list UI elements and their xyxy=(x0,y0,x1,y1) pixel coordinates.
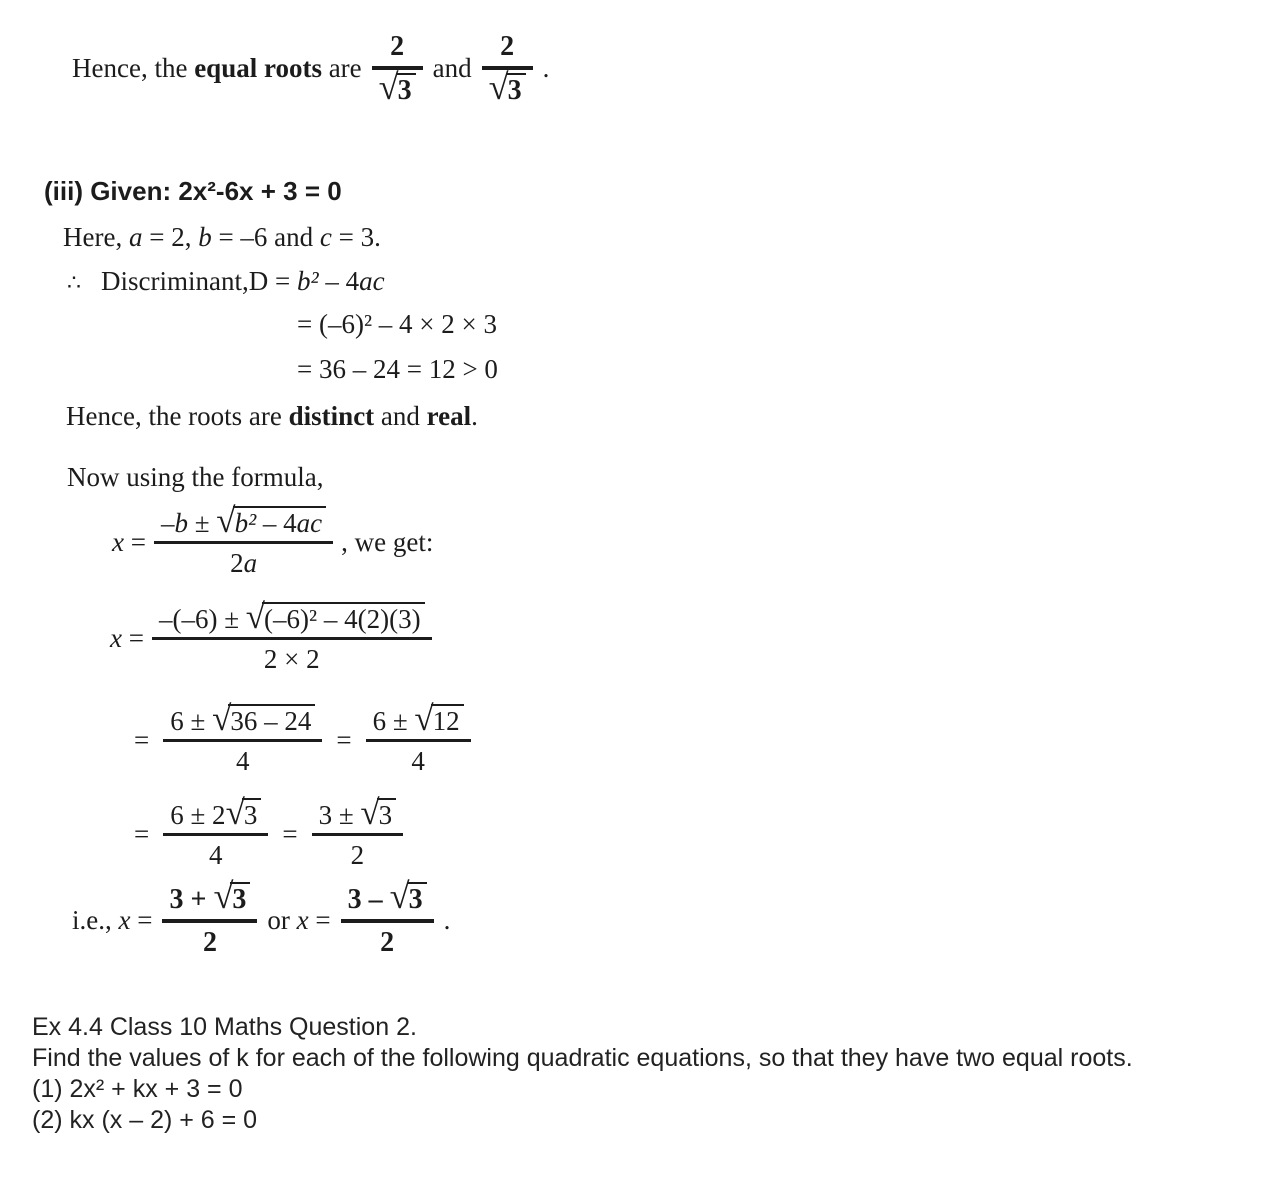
fraction-bar xyxy=(163,739,322,742)
fraction-bar xyxy=(162,919,257,923)
fraction-bar xyxy=(366,739,471,742)
roots-nature-line xyxy=(66,401,478,432)
var-x: x xyxy=(296,905,309,936)
radicand: (–6)² – 4(2)(3) xyxy=(262,602,425,635)
question-part-1: (1) 2x² + kx + 3 = 0 xyxy=(32,1075,243,1103)
text-run-bold: real xyxy=(426,401,472,431)
radical-icon: √ xyxy=(378,66,398,107)
equals-sign: = xyxy=(308,905,331,936)
text-run: = 2, xyxy=(142,222,199,252)
radical-icon: √ xyxy=(212,699,231,738)
equals-sign: = xyxy=(130,905,153,936)
numerator xyxy=(163,699,322,738)
text-run: – 4 xyxy=(256,508,297,538)
simplify-line-2 xyxy=(134,793,403,872)
radicand: 3 xyxy=(377,798,397,831)
denominator xyxy=(482,66,533,108)
equals-sign: = xyxy=(282,819,298,850)
b-squared: b² xyxy=(234,508,257,538)
square-root xyxy=(389,876,427,916)
therefore-icon: ∴ xyxy=(67,270,81,295)
var-b: b xyxy=(174,508,188,538)
var-a: a xyxy=(128,222,143,252)
radicand: 36 – 24 xyxy=(228,704,315,737)
text-run: 3 + xyxy=(169,884,214,915)
radicand xyxy=(233,506,327,539)
numerator xyxy=(341,876,434,917)
text-run: . xyxy=(542,53,550,84)
text-run xyxy=(101,266,385,297)
text-run xyxy=(72,53,362,84)
discriminant-step3: = 36 – 24 = 12 > 0 xyxy=(297,354,498,384)
text-run-bold: equal roots xyxy=(194,53,322,84)
fraction xyxy=(341,876,434,959)
denominator: 2 xyxy=(380,926,395,958)
radicand: 3 xyxy=(396,73,416,107)
equal-roots-line xyxy=(72,30,549,107)
numerator xyxy=(154,501,333,540)
text-run: Discriminant,D = xyxy=(101,266,297,296)
question-part-2: (2) kx (x – 2) + 6 = 0 xyxy=(32,1106,258,1134)
mid xyxy=(267,905,330,936)
denominator: 2 xyxy=(350,840,365,871)
text-run: 2 xyxy=(230,548,244,579)
radicand: 3 xyxy=(407,882,427,916)
square-root xyxy=(488,66,526,107)
text-run: –(–6) ± xyxy=(158,604,246,634)
radical-icon: √ xyxy=(216,501,235,540)
quadratic-formula-line xyxy=(112,501,434,580)
fraction xyxy=(372,30,423,107)
question-block xyxy=(32,1012,1133,1136)
text-run: Hence, the roots are xyxy=(66,401,289,431)
text-run: and xyxy=(374,401,427,431)
var-x: x xyxy=(118,905,131,936)
var-x: x xyxy=(110,623,122,654)
text-run: – xyxy=(160,508,175,538)
numerator: 2 xyxy=(390,31,405,62)
simplify-line-1 xyxy=(134,699,471,778)
square-root xyxy=(360,793,396,832)
radical-icon: √ xyxy=(389,876,409,916)
square-root xyxy=(378,66,416,107)
ac-term: ac xyxy=(359,266,385,296)
radical-icon: √ xyxy=(360,793,379,832)
var-c: c xyxy=(319,222,332,252)
radical-icon: √ xyxy=(213,876,233,916)
denominator: 4 xyxy=(209,840,223,871)
fraction xyxy=(482,30,533,107)
numerator xyxy=(162,876,257,917)
denominator xyxy=(372,66,423,108)
text-run: 3 – xyxy=(347,884,390,915)
plus-minus-sign: ± xyxy=(187,508,217,538)
numerator: 2 xyxy=(500,31,515,62)
radical-icon: √ xyxy=(225,793,244,832)
text-run: 6 ± 2 xyxy=(170,800,226,830)
question-prompt: Find the values of k for each of the following quadratic equations, so that they have two equal roots. xyxy=(32,1044,1133,1072)
b-squared: b² xyxy=(296,266,319,296)
question-title: Ex 4.4 Class 10 Maths Question 2. xyxy=(32,1013,417,1041)
fraction xyxy=(154,501,333,580)
lhs xyxy=(72,905,152,936)
fraction-bar xyxy=(163,833,268,836)
fraction xyxy=(163,793,268,872)
equals-sign: = xyxy=(121,623,144,654)
radicand: 12 xyxy=(431,704,464,737)
square-root xyxy=(245,597,425,636)
text-run-bold: distinct xyxy=(288,401,375,431)
fraction xyxy=(152,597,432,676)
fraction xyxy=(366,699,471,778)
radicand: 3 xyxy=(506,73,526,107)
numerator xyxy=(312,793,404,832)
now-using-line: Now using the formula, xyxy=(67,462,324,492)
radicand: 3 xyxy=(230,882,250,916)
denominator: 2 xyxy=(202,926,217,958)
text-run: Here, xyxy=(63,222,129,252)
fraction xyxy=(162,876,257,959)
text-run: Hence, the xyxy=(72,53,195,84)
text-run: – 4 xyxy=(318,266,360,296)
var-b: b xyxy=(198,222,212,252)
text-run: = –6 and xyxy=(211,222,320,252)
ac-term: ac xyxy=(296,508,323,538)
text-run: and xyxy=(432,53,472,84)
text-run: , we get: xyxy=(341,527,434,558)
text-run: or xyxy=(267,905,297,936)
fraction-bar xyxy=(152,637,432,640)
radical-icon: √ xyxy=(245,597,265,636)
fraction xyxy=(163,699,322,778)
numerator xyxy=(163,793,268,832)
coefficients-line xyxy=(63,222,381,253)
denominator: 4 xyxy=(236,746,250,777)
numerator xyxy=(152,597,432,636)
text-run: i.e., xyxy=(72,905,119,936)
square-root xyxy=(216,501,326,540)
denominator xyxy=(223,547,264,579)
radical-icon: √ xyxy=(488,66,508,107)
radicand: 3 xyxy=(242,798,262,831)
equals-sign: = xyxy=(123,527,146,558)
text-run: are xyxy=(321,53,362,84)
equals-sign: = xyxy=(134,725,150,756)
var-a: a xyxy=(243,548,258,579)
fraction-bar xyxy=(154,541,333,544)
fraction xyxy=(312,793,404,872)
text-run: . xyxy=(471,401,478,431)
text-run: 3 ± xyxy=(318,800,361,830)
radical-icon: √ xyxy=(414,699,433,738)
fraction-bar xyxy=(341,919,434,923)
var-x: x xyxy=(112,527,124,558)
denominator: 2 × 2 xyxy=(263,644,320,675)
square-root xyxy=(225,793,262,832)
square-root xyxy=(414,699,463,738)
discriminant-line xyxy=(67,266,385,297)
lhs xyxy=(112,527,146,558)
text-run: = 3. xyxy=(331,222,381,252)
square-root xyxy=(212,699,315,738)
substitution-line xyxy=(110,597,432,676)
given-line: (iii) Given: 2x²-6x + 3 = 0 xyxy=(44,176,342,206)
text-run: 6 ± xyxy=(372,706,415,736)
fraction-bar xyxy=(312,833,404,836)
text-run: . xyxy=(443,905,451,936)
lhs xyxy=(110,623,144,654)
conclusion-line xyxy=(72,876,451,959)
numerator xyxy=(366,699,471,738)
square-root xyxy=(213,876,250,916)
text-run: 6 ± xyxy=(170,706,213,736)
discriminant-step2: = (–6)² – 4 × 2 × 3 xyxy=(297,309,498,339)
equals-sign: = xyxy=(134,819,150,850)
equals-sign: = xyxy=(336,725,352,756)
denominator: 4 xyxy=(411,746,425,777)
